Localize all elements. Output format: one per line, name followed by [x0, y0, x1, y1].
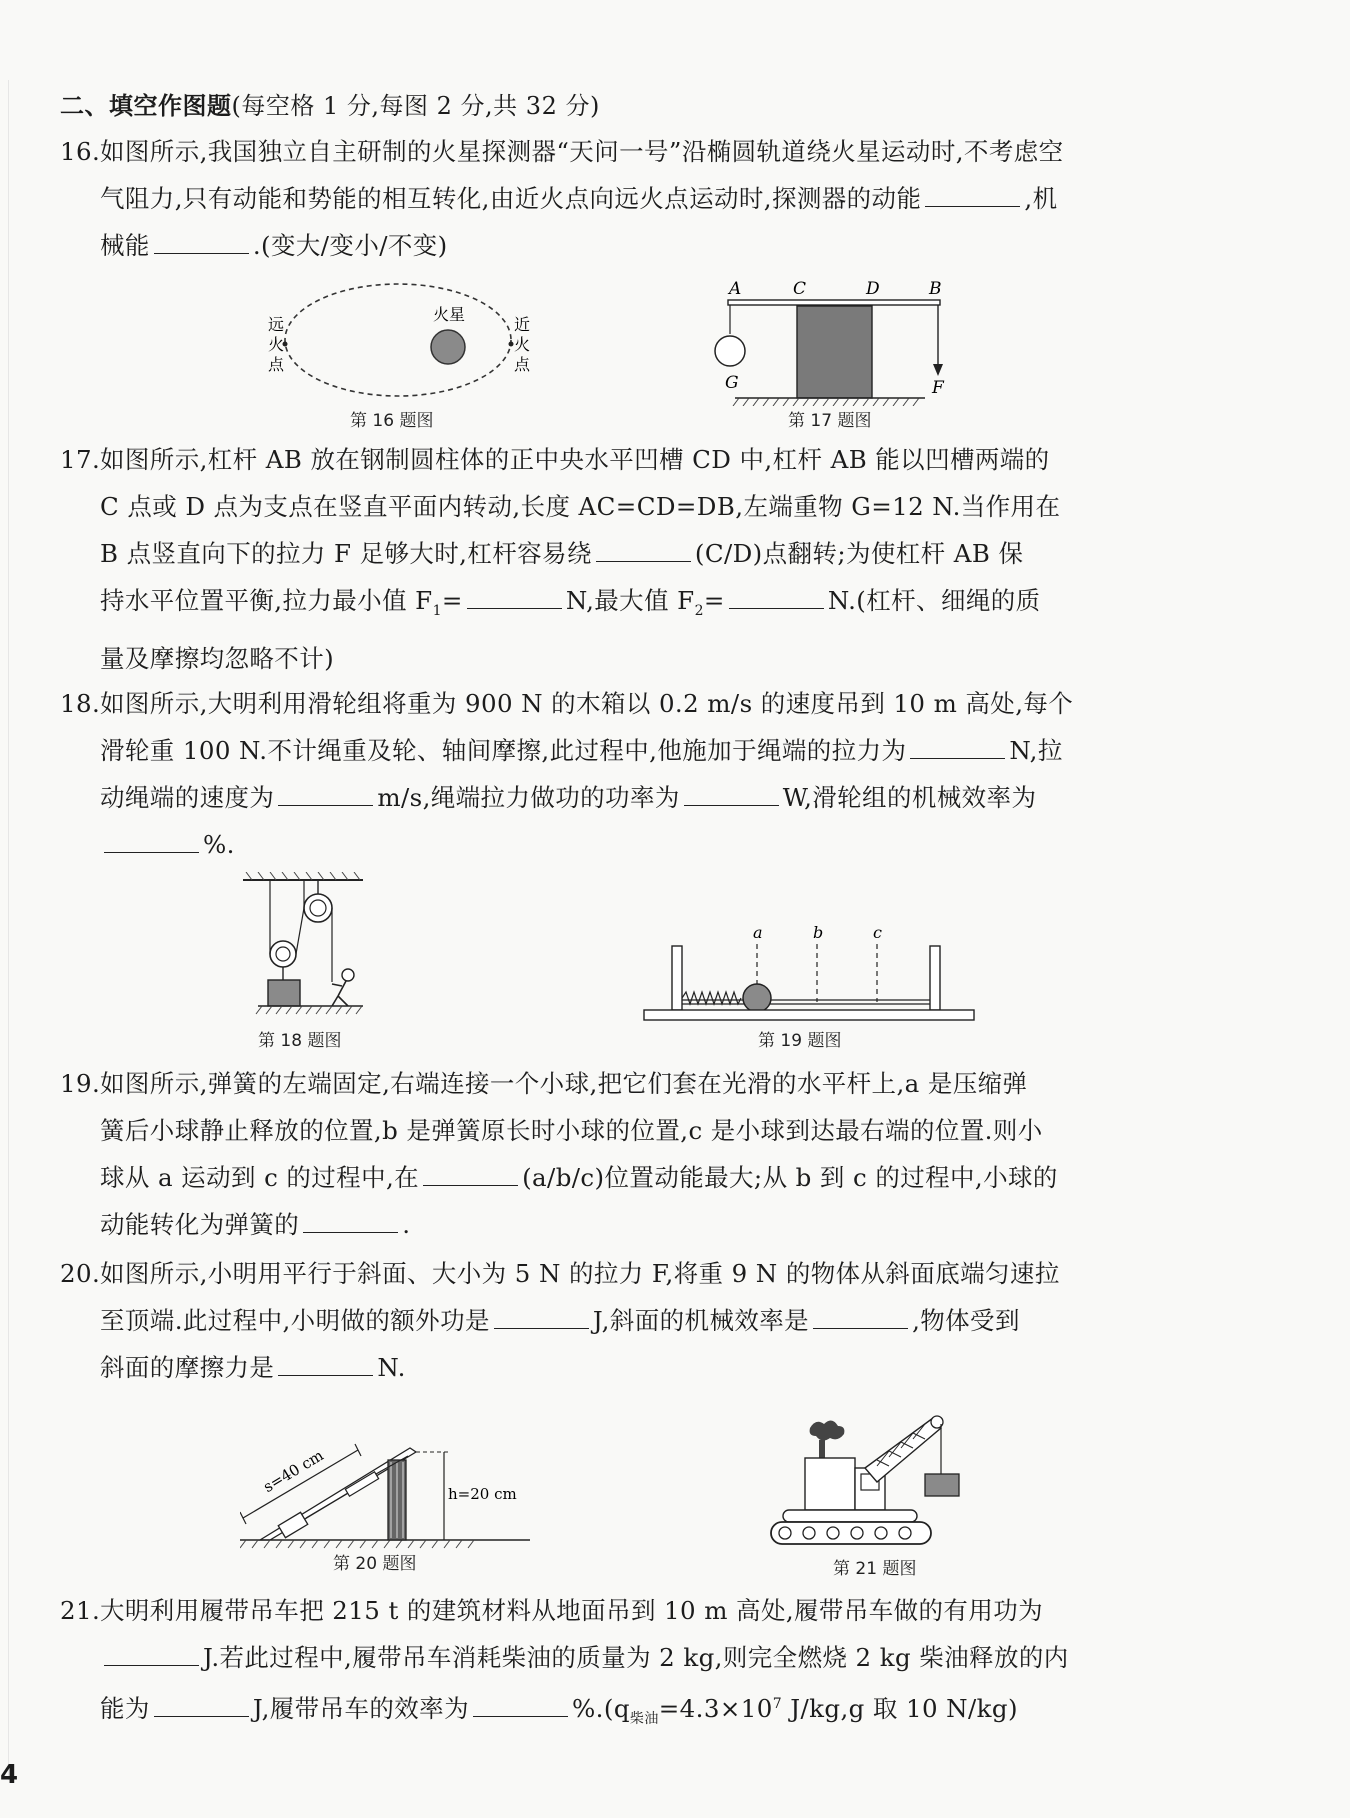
text-line: C 点或 D 点为支点在竖直平面内转动,长度 AC=CD=DB,左端重物 G=12 N.当作用在: [100, 492, 1061, 521]
base-board: [644, 1010, 974, 1020]
smoke: [810, 1420, 845, 1440]
crane-body: [805, 1458, 855, 1510]
wooden-box: [268, 980, 300, 1006]
ball: [743, 984, 771, 1012]
text-line: 斜面的摩擦力是 N.: [100, 1353, 406, 1382]
answer-blank[interactable]: [278, 783, 373, 806]
margin-line: [8, 80, 9, 1780]
answer-blank[interactable]: [596, 539, 691, 562]
question-18: [60, 680, 1160, 868]
far-label: 火: [268, 335, 285, 354]
text-line: 大明利用履带吊车把 215 t 的建筑材料从地面吊到 10 m 高处,履带吊车做的有用功为: [100, 1596, 1044, 1625]
question-19: [60, 1060, 1160, 1248]
figure-16-caption: 第 16 题图: [350, 411, 434, 431]
question-number: 21.: [60, 1596, 101, 1625]
question-number: 18.: [60, 689, 101, 718]
label-c: C: [793, 279, 807, 299]
section-heading: [60, 86, 600, 121]
answer-blank[interactable]: [467, 586, 562, 609]
label-b: b: [813, 923, 824, 942]
question-16: [60, 128, 1160, 269]
text-line: J.若此过程中,履带吊车消耗柴油的质量为 2 kg,则完全燃烧 2 kg 柴油释放的内: [100, 1634, 1160, 1681]
text-line: 至顶端.此过程中,小明做的额外功是 J,斜面的机械效率是 ,物体受到: [100, 1306, 1020, 1335]
question-20: [60, 1250, 1160, 1391]
text-line: 滑轮重 100 N.不计绳重及轮、轴间摩擦,此过程中,他施加于绳端的拉力为 N,拉: [100, 736, 1063, 765]
left-wall: [672, 946, 682, 1010]
figure-16-orbit: [258, 250, 538, 420]
fixed-pulley: [304, 894, 332, 922]
label-c: c: [873, 923, 882, 942]
text-line: %.: [100, 821, 1160, 868]
object-block: [278, 1512, 307, 1537]
text-line: 械能 .(变大/变小/不变): [100, 231, 448, 260]
crane-boom: [865, 1418, 941, 1482]
figure-19-spring: [640, 920, 980, 1028]
text-line: 量及摩擦均忽略不计): [100, 643, 335, 673]
person-head: [342, 969, 354, 981]
question-21: [60, 1587, 1160, 1743]
answer-blank[interactable]: [473, 1694, 568, 1717]
text-line: 如图所示,杠杆 AB 放在钢制圆柱体的正中央水平凹槽 CD 中,杠杆 AB 能以凹槽两端的: [100, 445, 1050, 474]
text-line: 如图所示,弹簧的左端固定,右端连接一个小球,把它们套在光滑的水平杆上,a 是压缩弹: [100, 1069, 1028, 1098]
figure-21-caption: 第 21 题图: [833, 1559, 917, 1579]
text-line: 动能转化为弹簧的 .: [100, 1210, 411, 1239]
text-line: 如图所示,大明利用滑轮组将重为 900 N 的木箱以 0.2 m/s 的速度吊到 10 m 高处,每个: [100, 689, 1074, 718]
question-number: 17.: [60, 445, 101, 474]
label-b: B: [929, 279, 942, 299]
figure-21-crane: [765, 1410, 995, 1550]
text-line: 如图所示,小明用平行于斜面、大小为 5 N 的拉力 F,将重 9 N 的物体从斜面底端匀速拉: [100, 1259, 1060, 1288]
label-g: G: [725, 373, 739, 393]
near-label: 火: [514, 335, 531, 354]
question-17: [60, 436, 1160, 682]
answer-blank[interactable]: [423, 1163, 518, 1186]
page-number: 4: [0, 1760, 19, 1790]
label-a: A: [729, 279, 742, 299]
hoisted-load: [925, 1474, 959, 1496]
question-number: 19.: [60, 1069, 101, 1098]
mars-label: 火星: [433, 305, 466, 324]
answer-blank[interactable]: [278, 1353, 373, 1376]
far-label: 点: [268, 355, 285, 374]
near-label: 近: [514, 315, 531, 334]
figure-20-incline: [240, 1400, 550, 1550]
answer-blank[interactable]: [154, 1694, 249, 1717]
section-note: (每空格 1 分,每图 2 分,共 32 分): [231, 92, 600, 120]
figure-20-caption: 第 20 题图: [333, 1554, 417, 1574]
text-line: 动绳端的速度为 m/s,绳端拉力做功的功率为 W,滑轮组的机械效率为: [100, 783, 1037, 812]
answer-blank[interactable]: [104, 830, 199, 853]
h-label: h=20 cm: [448, 1485, 517, 1503]
figure-17-caption: 第 17 题图: [788, 411, 872, 431]
near-point-dot: [509, 342, 514, 347]
spring: [682, 992, 741, 1004]
text-line: 气阻力,只有动能和势能的相互转化,由近火点向远火点运动时,探测器的动能 ,机: [100, 184, 1058, 213]
text-line: 如图所示,我国独立自主研制的火星探测器“天问一号”沿椭圆轨道绕火星运动时,不考虑空: [100, 137, 1064, 166]
far-label: 远: [268, 315, 285, 334]
text-line: B 点竖直向下的拉力 F 足够大时,杠杆容易绕 (C/D)点翻转;为使杠杆 AB 保: [100, 539, 1024, 568]
question-number: 16.: [60, 137, 101, 166]
answer-blank[interactable]: [684, 783, 779, 806]
label-d: D: [866, 279, 880, 299]
movable-pulley: [270, 941, 296, 967]
text-line: 持水平位置平衡,拉力最小值 $F_1= N$,最大值 $F_2= N$.(杠杆、细绳的质: [100, 586, 1041, 619]
figure-17-lever: [705, 276, 955, 406]
section-title: 二、填空作图题: [60, 92, 232, 120]
s-label: s=40 cm: [260, 1446, 327, 1497]
lever-bar: [728, 300, 940, 305]
figure-18-caption: 第 18 题图: [258, 1031, 342, 1051]
weight-g: [715, 336, 745, 366]
answer-blank[interactable]: [925, 184, 1020, 207]
text-line: 球从 a 运动到 c 的过程中,在 (a/b/c)位置动能最大;从 b 到 c 的过程中,小球的: [100, 1163, 1058, 1192]
near-label: 点: [514, 355, 531, 374]
answer-blank[interactable]: [813, 1306, 908, 1329]
steel-cylinder: [797, 306, 872, 398]
question-number: 20.: [60, 1259, 101, 1288]
answer-blank[interactable]: [154, 231, 249, 254]
label-a: a: [753, 923, 763, 942]
answer-blank[interactable]: [729, 586, 824, 609]
text-line: 能为 J,履带吊车的效率为 $\%.(q_{柴油}=4.3\times 10^7$ J/kg,g 取 10 N/kg): [100, 1694, 1018, 1728]
answer-blank[interactable]: [303, 1210, 398, 1233]
text-line: 簧后小球静止释放的位置,b 是弹簧原长时小球的位置,c 是小球到达最右端的位置.则小: [100, 1116, 1043, 1145]
figure-18-pulley: [238, 872, 378, 1022]
mars-circle: [431, 330, 465, 364]
right-wall: [930, 946, 940, 1010]
answer-blank[interactable]: [104, 1643, 199, 1666]
answer-blank[interactable]: [910, 736, 1005, 759]
answer-blank[interactable]: [494, 1306, 589, 1329]
label-f: F: [932, 378, 944, 398]
figure-19-caption: 第 19 题图: [758, 1031, 842, 1051]
